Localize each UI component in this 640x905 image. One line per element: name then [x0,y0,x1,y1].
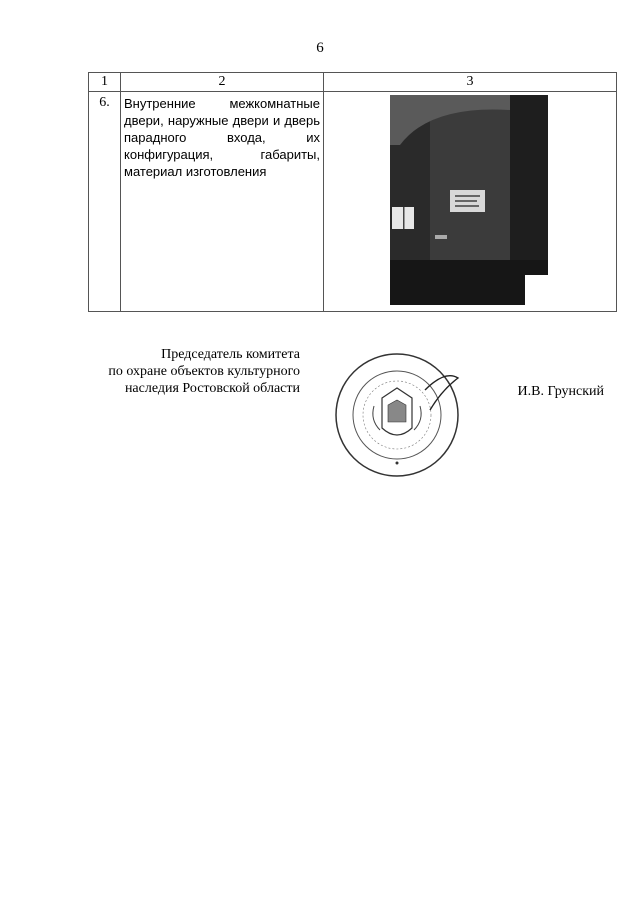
row-image-cell [324,92,617,312]
table-row [89,92,617,312]
signer-name: И.В. Грунский [517,384,604,399]
signer-position-line: наследия Ростовской области [124,381,300,396]
signature-block [70,346,300,397]
column-header: 1 [89,73,121,92]
official-stamp [330,350,465,480]
row-number: 6. [89,92,121,312]
door-photo [390,95,548,305]
document-table [88,72,617,312]
table-header-row [89,73,617,92]
row-description: Внутренние межкомнатные двери, наружные двери и дверь парадного входа, их конфигурация, габариты, материал изготовления [121,92,324,312]
column-header: 2 [121,73,324,92]
page-number: 6 [316,40,324,56]
column-header: 3 [324,73,617,92]
signer-position-line: по охране объектов культурного [108,364,300,379]
signer-position-line: Председатель комитета [161,347,300,362]
